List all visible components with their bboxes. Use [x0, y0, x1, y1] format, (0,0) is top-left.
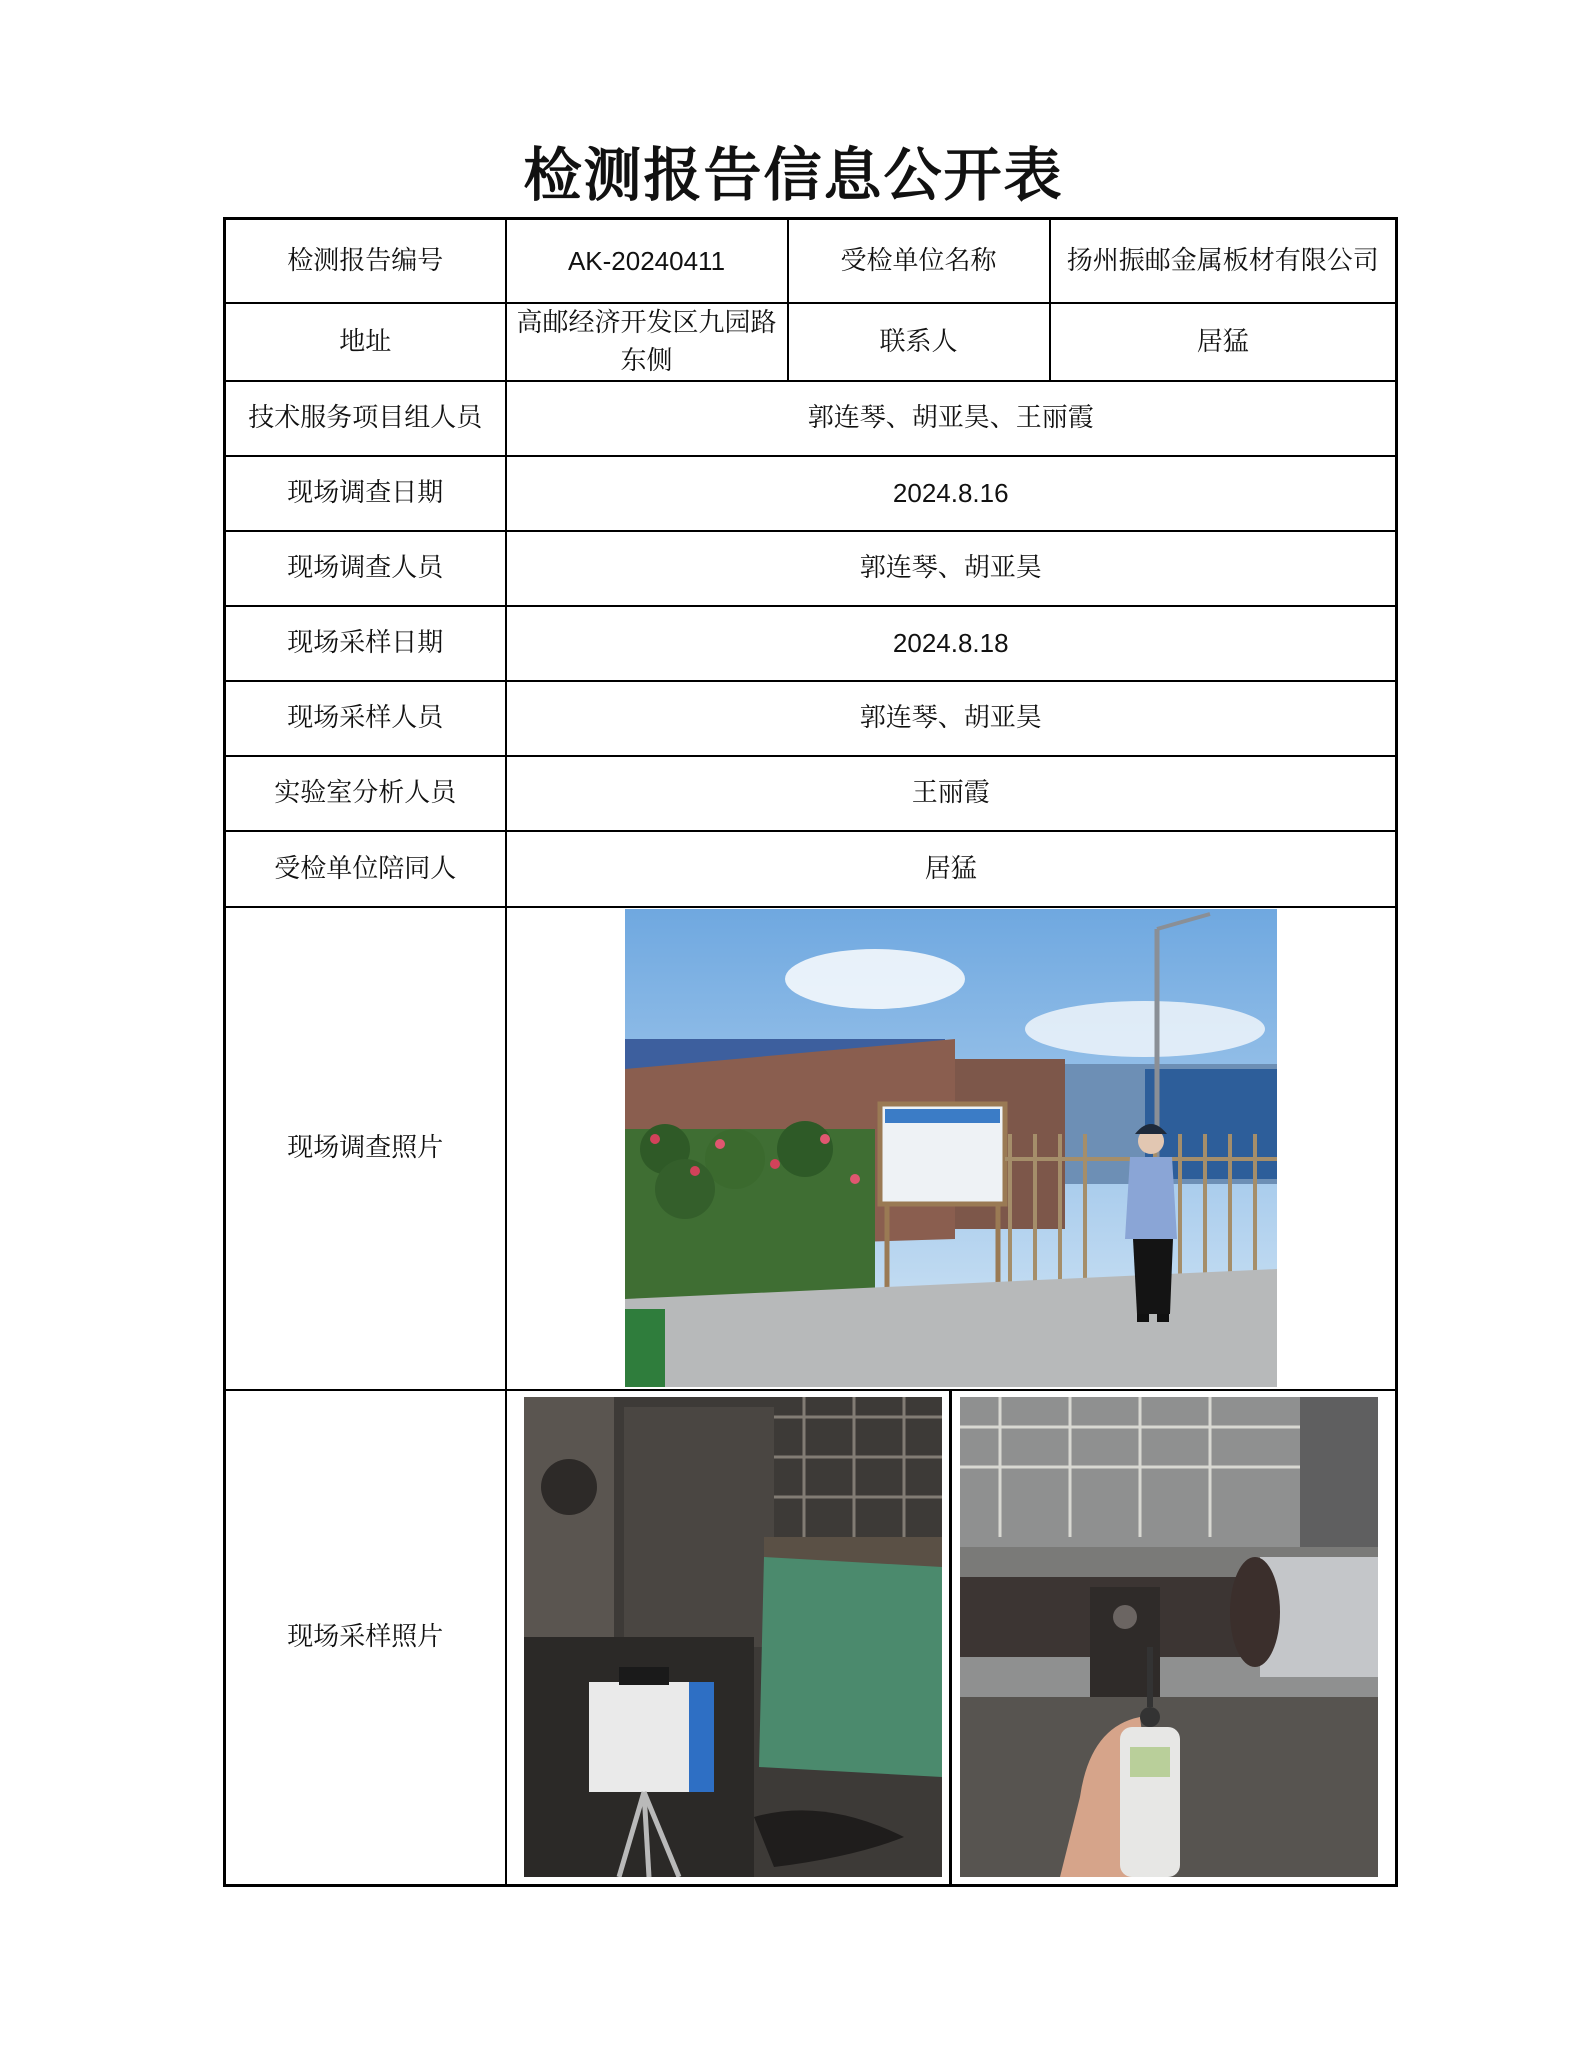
table-row: [225, 456, 1397, 531]
table-row: [225, 831, 1397, 907]
unit-name-label: 受检单位名称: [788, 219, 1050, 303]
address-value: 高邮经济开发区九园路东侧: [506, 303, 788, 381]
table-row: [225, 907, 1397, 1390]
sampling-date-label: 现场采样日期: [225, 606, 506, 681]
lab-staff-value: 王丽霞: [506, 756, 1397, 831]
survey-staff-label: 现场调查人员: [225, 531, 506, 606]
table-row: [225, 1390, 1397, 1886]
sampling-staff-value: 郭连琴、胡亚昊: [506, 681, 1397, 756]
survey-date-label: 现场调查日期: [225, 456, 506, 531]
table-row: [225, 219, 1397, 303]
table-row: [225, 531, 1397, 606]
contact-label: 联系人: [788, 303, 1050, 381]
table-row: [225, 303, 1397, 381]
unit-name-value: 扬州振邮金属板材有限公司: [1050, 219, 1397, 303]
survey-date-value: 2024.8.16: [506, 456, 1397, 531]
sampling-photo-dust-sampler: [524, 1397, 942, 1877]
team-label: 技术服务项目组人员: [225, 381, 506, 456]
table-row: [225, 681, 1397, 756]
site-survey-photo: [625, 909, 1277, 1387]
table-row: [225, 756, 1397, 831]
report-no-value: AK-20240411: [506, 219, 788, 303]
table-row: [225, 606, 1397, 681]
sampling-photo-label: 现场采样照片: [225, 1390, 506, 1886]
survey-staff-value: 郭连琴、胡亚昊: [506, 531, 1397, 606]
table-row: [225, 381, 1397, 456]
survey-photo-label: 现场调查照片: [225, 907, 506, 1390]
report-no-label: 检测报告编号: [225, 219, 506, 303]
team-value: 郭连琴、胡亚昊、王丽霞: [506, 381, 1397, 456]
sampling-staff-label: 现场采样人员: [225, 681, 506, 756]
lab-staff-label: 实验室分析人员: [225, 756, 506, 831]
contact-value: 居猛: [1050, 303, 1397, 381]
escort-value: 居猛: [506, 831, 1397, 907]
report-info-table: [223, 217, 1398, 1887]
page-title: 检测报告信息公开表: [523, 141, 1064, 209]
address-label: 地址: [225, 303, 506, 381]
sampling-date-value: 2024.8.18: [506, 606, 1397, 681]
sampling-photo-sound-level-meter: [960, 1397, 1378, 1877]
escort-label: 受检单位陪同人: [225, 831, 506, 907]
